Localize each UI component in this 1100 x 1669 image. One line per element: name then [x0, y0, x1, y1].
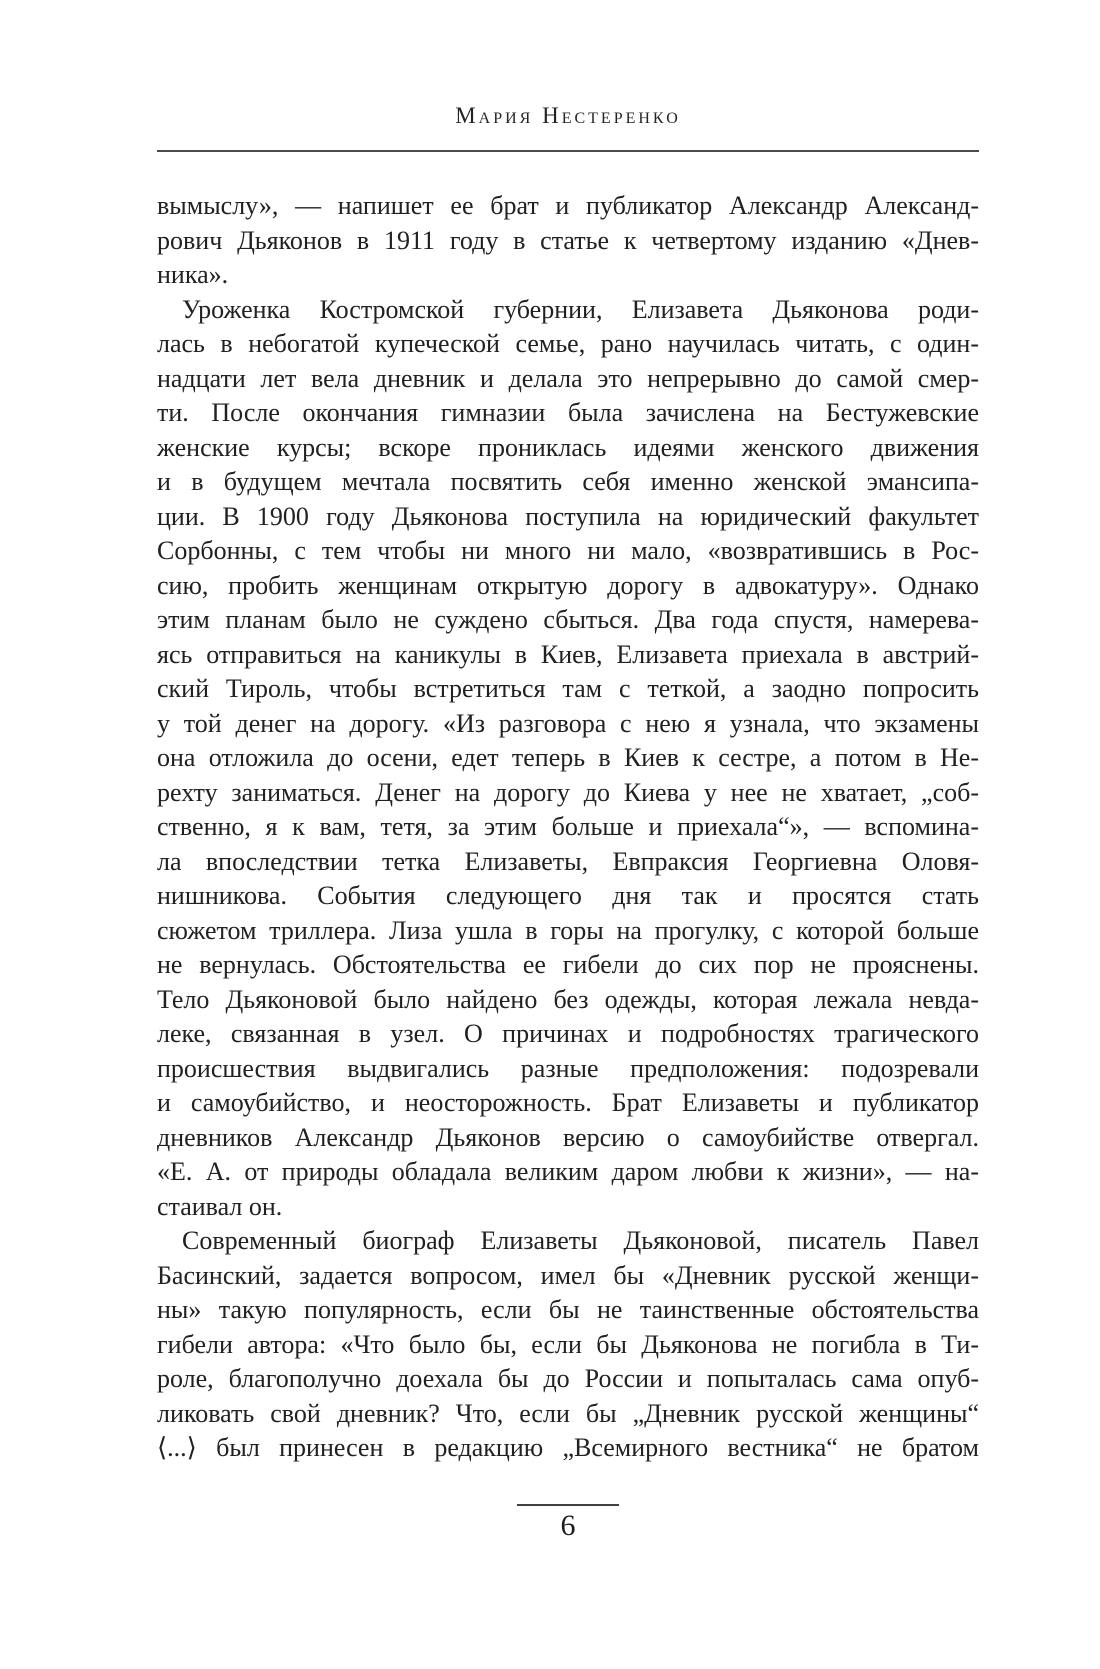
text-line: роле, благополучно доехала бы до России и попыталась сама опуб-: [157, 1364, 979, 1393]
text-line: сюжетом триллера. Лиза ушла в горы на прогулку, с которой больше: [157, 915, 979, 945]
text-line: Сорбонны, с тем чтобы ни много ни мало, «возвратившись в Рос-: [157, 536, 979, 565]
text-line: происшествия выдвигались разные предположения: подозревали: [157, 1053, 979, 1083]
footer-rule: [517, 1504, 619, 1506]
text-line: гибели автора: «Что было бы, если бы Дьяконова не погибла в Ти-: [157, 1329, 979, 1359]
text-line: ский Тироль, чтобы встретиться там с теткой, а заодно попросить: [157, 674, 979, 703]
text-line: ственно, я к вам, тетя, за этим больше и приехала“», — вспомина-: [157, 812, 979, 841]
text-line: Современный биограф Елизаветы Дьяконовой, писатель Павел: [182, 1226, 979, 1255]
text-line: этим планам было не суждено сбыться. Два года спустя, намерева-: [157, 605, 979, 634]
text-line: рехту заниматься. Денег на дорогу до Киева у нее не хватает, „соб-: [157, 777, 979, 807]
text-line: и в будущем мечтала посвятить себя именно женской эмансипа-: [157, 467, 979, 496]
text-line: дневников Александр Дьяконов версию о самоубийстве отвергал.: [157, 1122, 979, 1152]
body-text: [157, 189, 979, 1466]
text-line: у той денег на дорогу. «Из разговора с нею я узнала, что экзамены: [157, 708, 979, 738]
text-line: Уроженка Костромской губернии, Елизавета Дьяконова роди-: [182, 294, 979, 324]
text-line: ции. В 1900 году Дьяконова поступила на юридический факультет: [157, 501, 979, 531]
running-header: Мария Нестеренко: [455, 103, 681, 128]
text-line: леке, связанная в узел. О причинах и подробностях трагического: [157, 1019, 979, 1048]
header-rule: [157, 150, 979, 152]
text-line: стаивал он.: [157, 1191, 283, 1221]
text-line: «Е. А. от природы обладала великим даром любви к жизни», — на-: [157, 1157, 979, 1186]
text-line: рович Дьяконов в 1911 году в статье к четвертому изданию «Днев-: [157, 225, 979, 255]
text-line: ны» такую популярность, если бы не таинственные обстоятельства: [157, 1295, 979, 1324]
text-line: вымыслу», — напишет ее брат и публикатор Александр Александ-: [157, 191, 979, 220]
text-column: [157, 0, 979, 1669]
text-line: Басинский, задается вопросом, имел бы «Дневник русской женщи-: [157, 1260, 979, 1290]
text-line: сию, пробить женщинам открытую дорогу в адвокатуру». Однако: [157, 570, 979, 600]
text-line: нишникова. События следующего дня так и просятся стать: [157, 881, 979, 910]
text-line: не вернулась. Обстоятельства ее гибели до сих пор не прояснены.: [157, 950, 979, 979]
text-line: ликовать свой дневник? Что, если бы „Дневник русской женщины“: [157, 1398, 979, 1428]
text-line: ти. После окончания гимназии была зачислена на Бестужевские: [157, 398, 979, 427]
page-number: 6: [560, 1509, 576, 1542]
text-line: она отложила до осени, едет теперь в Киев к сестре, а потом в Не-: [157, 743, 979, 772]
text-line: ⟨...⟩ был принесен в редакцию „Всемирного вестника“ не братом: [157, 1433, 979, 1462]
text-line: Тело Дьяконовой было найдено без одежды, которая лежала невда-: [157, 984, 979, 1014]
text-line: ясь отправиться на каникулы в Киев, Елизавета приехала в австрий-: [157, 639, 979, 669]
text-line: лась в небогатой купеческой семье, рано научилась читать, с один-: [157, 329, 979, 358]
text-line: надцати лет вела дневник и делала это непрерывно до самой смер-: [157, 363, 979, 393]
text-line: женские курсы; вскоре прониклась идеями женского движения: [157, 432, 979, 462]
text-line: ника».: [157, 260, 229, 289]
text-line: ла впоследствии тетка Елизаветы, Евпраксия Георгиевна Оловя-: [157, 846, 979, 876]
text-line: и самоубийство, и неосторожность. Брат Елизаветы и публикатор: [157, 1088, 979, 1117]
